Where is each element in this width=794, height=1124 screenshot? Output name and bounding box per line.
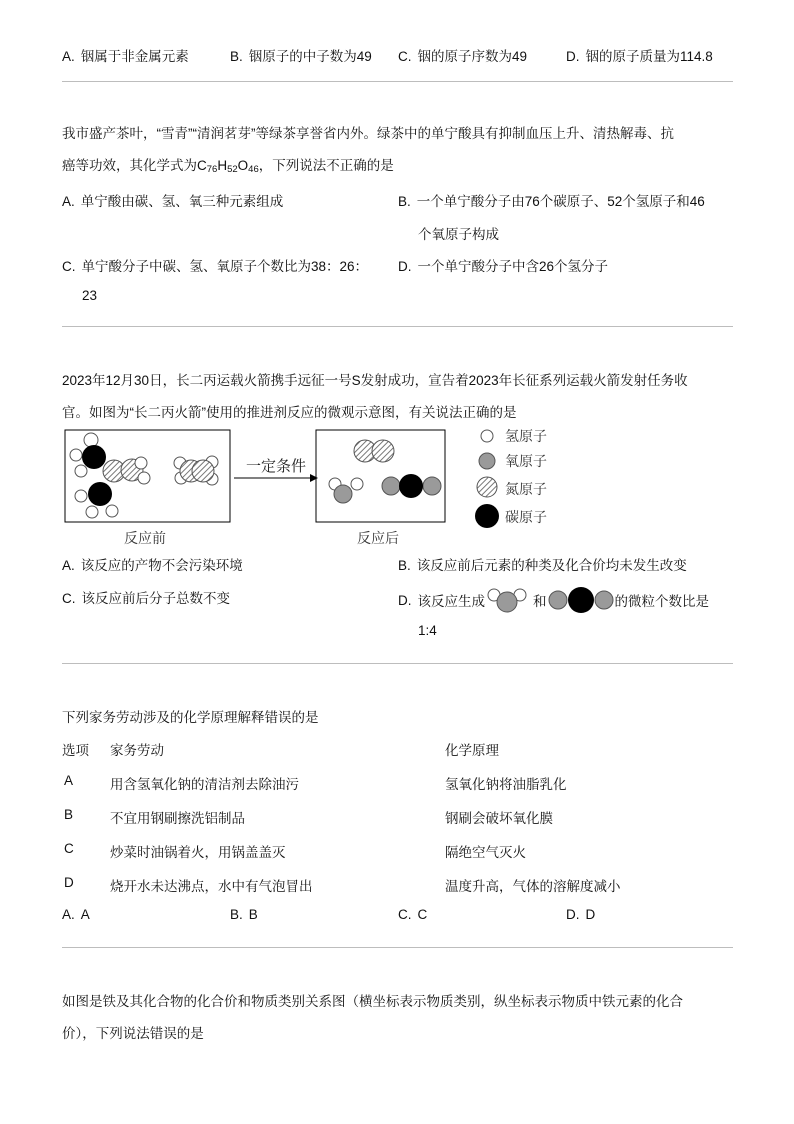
- q2-option-b-line2: 个氧原子构成: [418, 227, 499, 242]
- option-text: D: [585, 907, 596, 922]
- option-label: D.: [398, 592, 412, 608]
- condition-text: 一定条件: [245, 457, 307, 475]
- legend: [475, 429, 547, 528]
- option-text: 的微粒个数比是: [614, 594, 709, 609]
- product-co2: [382, 474, 441, 498]
- option-label: A.: [62, 907, 75, 922]
- option-label: C.: [62, 259, 76, 274]
- q4-option-b[interactable]: [230, 907, 258, 922]
- product-n2: [354, 440, 394, 462]
- option-label: B.: [230, 907, 243, 922]
- legend-carbon: 碳原子: [505, 510, 547, 526]
- q2-option-b[interactable]: [398, 190, 705, 210]
- option-text: 铟属于非金属元素: [80, 49, 189, 64]
- carbon-dioxide-molecule-icon: [548, 587, 614, 613]
- reactant-molecule-2: [174, 456, 218, 485]
- option-text: 该反应生成: [417, 594, 485, 609]
- cell-option: D: [64, 875, 74, 890]
- q1-option-b[interactable]: [230, 45, 372, 65]
- header-principle: 化学原理: [445, 743, 499, 758]
- q1-option-d[interactable]: [566, 45, 713, 65]
- header-chore: 家务劳动: [110, 743, 164, 758]
- cell-option: B: [64, 807, 74, 822]
- legend-oxygen: 氧原子: [505, 454, 547, 470]
- option-text: 一个单宁酸分子中含26个氢分子: [417, 259, 609, 274]
- q2-option-c[interactable]: [62, 255, 368, 275]
- legend-nitrogen: 氮原子: [505, 482, 547, 498]
- cell-chore: 不宜用钢刷擦洗铝制品: [110, 811, 245, 826]
- subscript-o: 46: [248, 164, 259, 175]
- q3-option-b[interactable]: [398, 554, 687, 574]
- stem-text: ，下列说法不正确的是: [258, 158, 394, 173]
- option-text: 和: [533, 594, 547, 609]
- q3-option-d-line2: 1:4: [418, 623, 437, 638]
- cell-principle: 温度升高，气体的溶解度减小: [445, 879, 621, 894]
- option-text: 单宁酸由碳、氢、氧三种元素组成: [80, 194, 284, 209]
- option-label: D.: [398, 259, 412, 274]
- option-label: B.: [230, 49, 243, 64]
- option-text: B: [248, 907, 258, 922]
- legend-hydrogen: 氢原子: [505, 429, 547, 445]
- cell-principle: 隔绝空气灭火: [445, 845, 526, 860]
- cell-chore: 用含氢氧化钠的清洁剂去除油污: [110, 777, 299, 792]
- option-label: B.: [398, 194, 411, 209]
- after-label: 反应后: [357, 531, 399, 547]
- before-label: 反应前: [124, 531, 166, 547]
- reactant-molecule-1: [70, 433, 150, 518]
- cell-principle: 钢刷会破坏氧化膜: [445, 811, 553, 826]
- header-option: 选项: [62, 743, 89, 758]
- q4-option-c[interactable]: [398, 907, 427, 922]
- q3-stem-line1: 2023年12月30日，长二丙运载火箭携手远征一号S发射成功，宣告着2023年长征系列运载火箭发射任务收: [62, 373, 688, 388]
- q4-option-a[interactable]: [62, 907, 90, 922]
- option-text: 铟的原子质量为114.8: [585, 49, 713, 64]
- q5-stem-line2: 价），下列说法错误的是: [62, 1026, 204, 1041]
- option-text: 该反应前后分子总数不变: [81, 591, 230, 606]
- q5-stem-line1: 如图是铁及其化合物的化合价和物质类别关系图（横坐标表示物质类别，纵坐标表示物质中铁元素的化合: [62, 994, 683, 1009]
- q3-option-c[interactable]: [62, 587, 230, 607]
- option-label: D.: [566, 907, 580, 922]
- subscript-h: 52: [227, 164, 238, 175]
- reaction-diagram: [60, 424, 580, 550]
- option-label: A.: [62, 49, 75, 64]
- option-label: A.: [62, 558, 75, 573]
- option-text: 该反应前后元素的种类及化合价均未发生改变: [416, 558, 687, 573]
- option-text: 该反应的产物不会污染环境: [80, 558, 243, 573]
- option-label: D.: [566, 49, 580, 64]
- cell-chore: 烧开水未达沸点，水中有气泡冒出: [110, 879, 313, 894]
- q1-option-c[interactable]: [398, 45, 527, 65]
- q3-option-a[interactable]: [62, 554, 243, 574]
- option-label: C.: [398, 907, 412, 922]
- stem-text: 癌等功效，其化学式为C: [62, 158, 207, 173]
- option-text: 铟原子的中子数为49: [248, 49, 372, 64]
- divider: [62, 81, 733, 82]
- element-h: H: [217, 158, 228, 173]
- cell-chore: 炒菜时油锅着火，用锅盖盖灭: [110, 845, 286, 860]
- option-text: A: [80, 907, 90, 922]
- option-text: 一个单宁酸分子由76个碳原子、52个氢原子和46: [416, 194, 705, 209]
- element-o: O: [237, 158, 249, 173]
- cell-option: A: [64, 773, 74, 788]
- q1-option-a[interactable]: [62, 45, 189, 65]
- divider: [62, 947, 733, 948]
- option-text: 铟的原子序数为49: [417, 49, 528, 64]
- subscript-c: 76: [206, 164, 218, 175]
- q2-option-a[interactable]: [62, 190, 283, 210]
- option-label: A.: [62, 194, 75, 209]
- q4-option-d[interactable]: [566, 907, 595, 922]
- option-label: C.: [62, 591, 76, 606]
- option-label: B.: [398, 558, 411, 573]
- water-molecule-icon: [487, 587, 531, 613]
- q2-option-d[interactable]: [398, 255, 608, 275]
- cell-principle: 氢氧化钠将油脂乳化: [445, 777, 567, 792]
- option-text: 单宁酸分子中碳、氢、氧原子个数比为38：26：: [81, 259, 369, 274]
- option-label: C.: [398, 49, 412, 64]
- option-text: C: [417, 907, 428, 922]
- product-h2o: [329, 478, 363, 503]
- q2-stem-line2: [62, 154, 394, 174]
- divider: [62, 326, 733, 327]
- q3-option-d[interactable]: [398, 587, 709, 613]
- q2-stem-line1: 我市盛产茶叶，“雪青”“清润茗芽”等绿茶享誉省内外。绿茶中的单宁酸具有抑制血压上升、清热解毒、抗: [62, 126, 674, 141]
- q4-stem: 下列家务劳动涉及的化学原理解释错误的是: [62, 710, 319, 725]
- q3-stem-line2: 官。如图为“长二丙火箭”使用的推进剂反应的微观示意图，有关说法正确的是: [62, 405, 517, 420]
- divider: [62, 663, 733, 664]
- cell-option: C: [64, 841, 74, 856]
- q2-option-c-line2: 23: [82, 288, 98, 303]
